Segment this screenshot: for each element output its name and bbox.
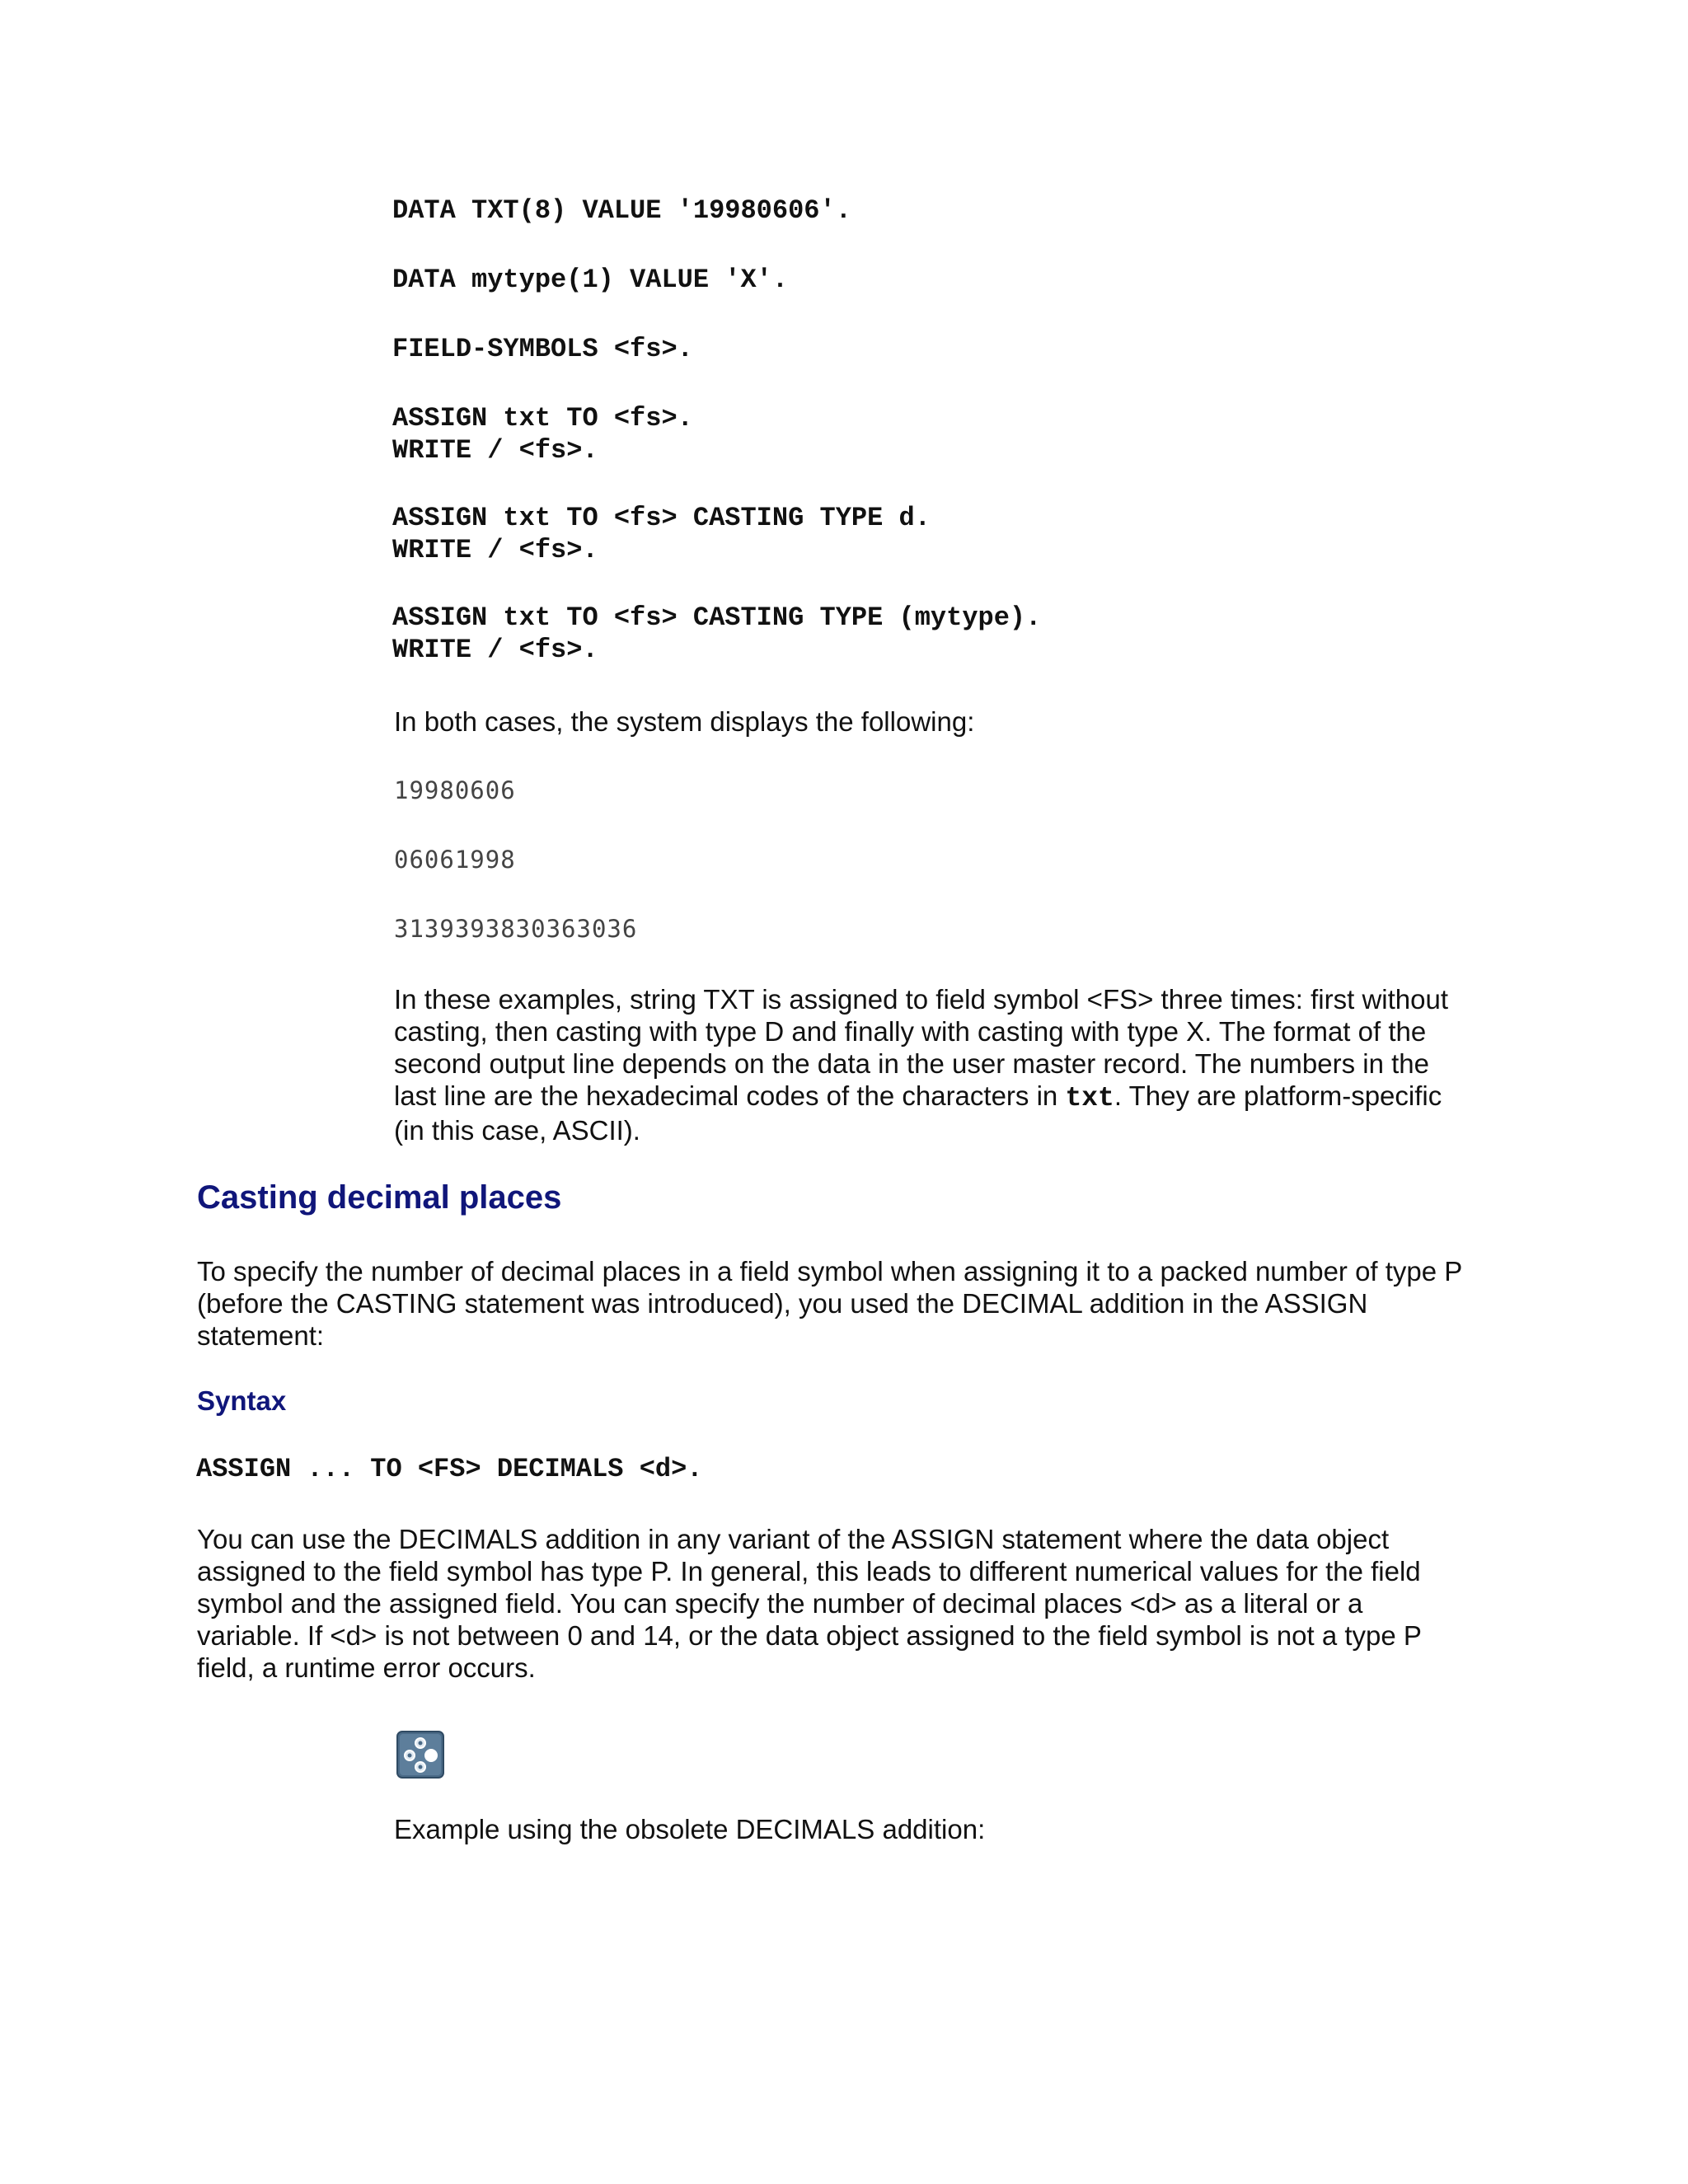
- code-line-2: DATA mytype(1) VALUE 'X'.: [392, 265, 789, 295]
- paragraph-decimals-line-4: variable. If <d> is not between 0 and 14, or the data object assigned to the field symbol is not a type P: [197, 1620, 1422, 1651]
- paragraph-both-cases: In both cases, the system displays the following:: [394, 706, 975, 737]
- code-line-8: ASSIGN txt TO <fs> CASTING TYPE (mytype).: [392, 602, 1042, 633]
- example-icon-graphic: [396, 1731, 444, 1779]
- paragraph-decimals-line-2: assigned to the field symbol has type P. In general, this leads to different numerical values for the field: [197, 1556, 1421, 1586]
- section-heading-casting-decimal-places: Casting decimal places: [197, 1179, 562, 1216]
- paragraph-examples-line-4: [394, 1080, 1498, 1114]
- output-line-3: 3139393830363036: [394, 915, 638, 943]
- paragraph-examples-line-1: In these examples, string TXT is assigned to field symbol <FS> three times: first without: [394, 984, 1449, 1015]
- paragraph-examples-line-3: second output line depends on the data in the user master record. The numbers in the: [394, 1048, 1430, 1079]
- code-line-3: FIELD-SYMBOLS <fs>.: [392, 334, 693, 364]
- paragraph-decimals-addition: [197, 1523, 1516, 1684]
- paragraph-decimals-line-5: field, a runtime error occurs.: [197, 1652, 536, 1683]
- paragraph-examples-line-2: casting, then casting with type D and finally with casting with type X. The format of the: [394, 1016, 1427, 1047]
- subheading-syntax: Syntax: [197, 1385, 287, 1416]
- code-line-9: WRITE / <fs>.: [392, 635, 598, 665]
- code-line-5: WRITE / <fs>.: [392, 435, 598, 466]
- paragraph-specify-line-3: statement:: [197, 1320, 325, 1351]
- text-segment: last line are the hexadecimal codes of the characters in: [394, 1080, 1066, 1111]
- code-line-6: ASSIGN txt TO <fs> CASTING TYPE d.: [392, 503, 931, 533]
- paragraph-decimals-line-3: symbol and the assigned field. You can specify the number of decimal places <d> as a literal or a: [197, 1588, 1363, 1619]
- paragraph-specify-line-2: (before the CASTING statement was introduced), you used the DECIMAL addition in the ASSIGN: [197, 1288, 1368, 1319]
- paragraph-examples: [394, 983, 1498, 1146]
- output-line-1: 19980606: [394, 776, 516, 804]
- paragraph-specify-line-1: To specify the number of decimal places in a field symbol when assigning it to a packed number of type P: [197, 1256, 1463, 1286]
- code-line-7: WRITE / <fs>.: [392, 535, 598, 565]
- code-line-4: ASSIGN txt TO <fs>.: [392, 403, 693, 434]
- paragraph-example-obsolete: Example using the obsolete DECIMALS addition:: [394, 1814, 986, 1844]
- output-line-2: 06061998: [394, 846, 516, 874]
- example-icon: [396, 1731, 444, 1779]
- code-line-1: DATA TXT(8) VALUE '19980606'.: [392, 195, 851, 226]
- paragraph-specify-decimals: [197, 1255, 1516, 1352]
- syntax-code-line: ASSIGN ... TO <FS> DECIMALS <d>.: [196, 1454, 703, 1484]
- text-segment: . They are platform-specific: [1114, 1080, 1442, 1111]
- inline-code-txt: txt: [1065, 1083, 1114, 1113]
- paragraph-decimals-line-1: You can use the DECIMALS addition in any variant of the ASSIGN statement where the data object: [197, 1524, 1390, 1554]
- paragraph-examples-line-5: (in this case, ASCII).: [394, 1115, 640, 1146]
